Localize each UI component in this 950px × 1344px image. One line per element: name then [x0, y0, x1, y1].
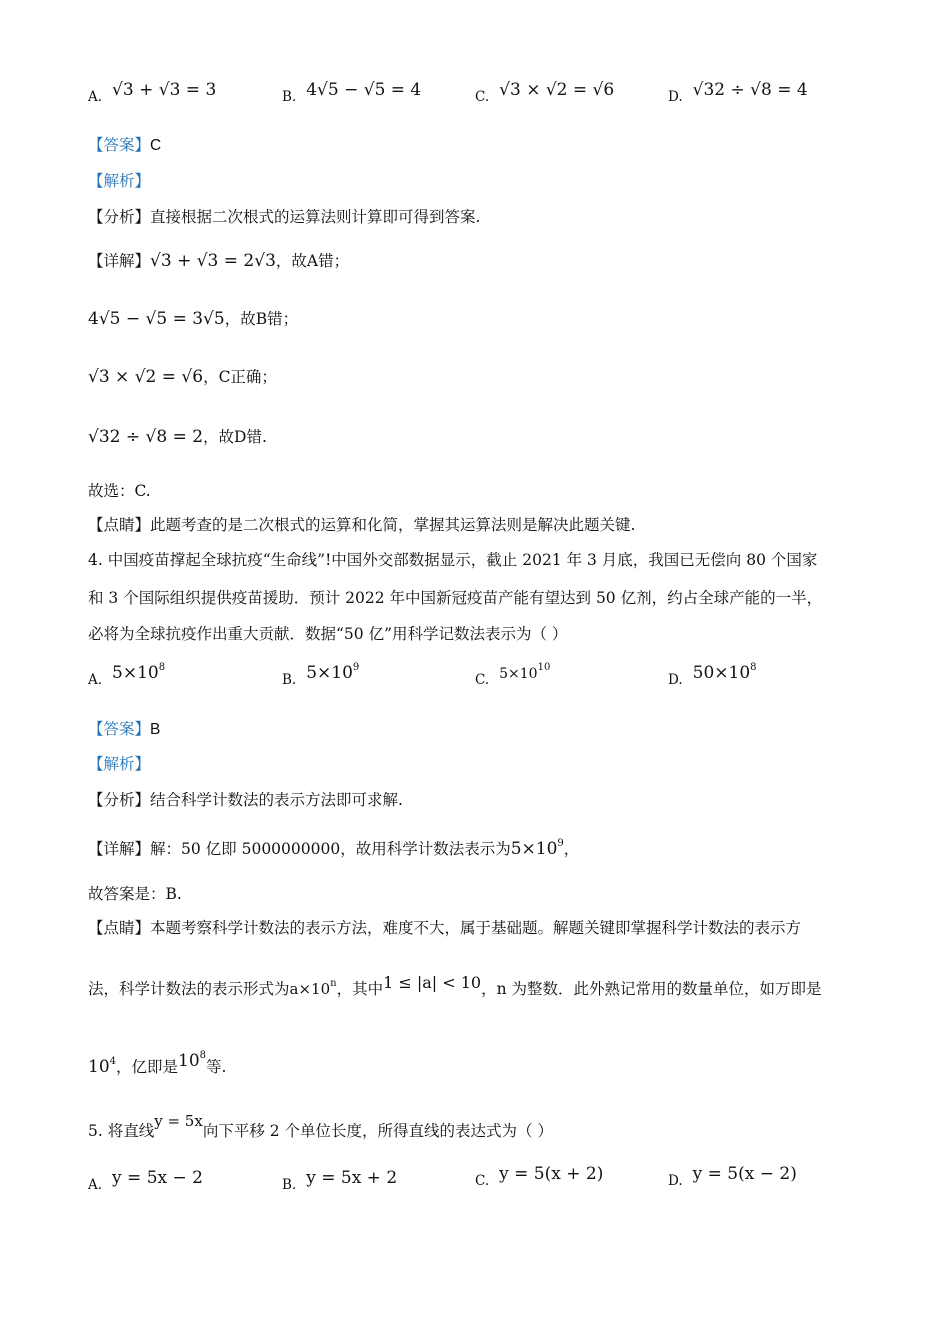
fenxi-text: 直接根据二次根式的运算法则计算即可得到答案. — [150, 208, 481, 226]
option-label: B. — [282, 1177, 297, 1193]
comment-text: 此题考查的是二次根式的运算和化简，掌握其运算法则是解决此题关键. — [150, 516, 636, 534]
q4-stem-line-3: 必将为全球抗疫作出重大贡献．数据“50 亿”用科学记数法表示为（ ） — [88, 625, 568, 643]
option-label: C. — [475, 89, 490, 105]
detail-text: ，故B错； — [224, 310, 299, 328]
q3-fenxi — [88, 206, 480, 228]
q3-option-b — [282, 80, 421, 105]
q5-option-a — [88, 1168, 203, 1193]
detail-expr: √32 ÷ √8 = 2 — [88, 427, 204, 447]
q4-comment-line-1 — [88, 917, 801, 939]
answer-value: C — [150, 137, 162, 154]
detail-end: ， — [563, 840, 580, 858]
comment-range: 1 ≤ |a| < 10 — [383, 973, 482, 992]
option-label: A. — [88, 1177, 103, 1193]
q4-comment-line-2 — [88, 972, 822, 1000]
q3-analysis-tag — [88, 170, 150, 192]
option-label: D. — [668, 89, 683, 105]
detail-expr: √3 × √2 = √6 — [88, 367, 204, 387]
q3-detail-3 — [88, 366, 277, 388]
analysis-tag: 【解析】 — [88, 755, 151, 773]
q4-answer — [88, 718, 160, 741]
analysis-tag: 【解析】 — [88, 172, 151, 190]
q4-option-c — [475, 662, 550, 688]
stem-expr: y = 5x — [154, 1112, 203, 1130]
option-label: B. — [282, 672, 297, 688]
option-label: A. — [88, 672, 103, 688]
option-exp: 8 — [750, 662, 757, 673]
comment-tag: 【点睛】 — [88, 516, 151, 534]
comment-expr: 10 — [88, 1057, 110, 1077]
q3-detail-1 — [88, 250, 349, 272]
q4-comment-line-3 — [88, 1045, 226, 1078]
q4-stem-line-2: 和 3 个国际组织提供疫苗援助．预计 2022 年中国新冠疫苗产能有望达到 50 亿剂，约占全球产能的一半， — [88, 589, 823, 607]
q3-option-a — [88, 80, 216, 105]
option-expr: √32 ÷ √8 = 4 — [692, 80, 808, 100]
comment-expr: a×10 — [289, 980, 331, 998]
option-base: 50×10 — [692, 663, 751, 683]
comment-tag: 【点睛】 — [88, 919, 151, 937]
option-label: A. — [88, 89, 103, 105]
q3-answer — [88, 134, 161, 157]
q4-option-a — [88, 662, 165, 688]
q4-stem-line-1: 4. 中国疫苗撑起全球抗疫“生命线”!中国外交部数据显示，截止 2021 年 3 月底，我国已无偿向 80 个国家 — [88, 551, 818, 569]
detail-tag: 【详解】 — [88, 840, 151, 858]
comment-text: ，n 为整数．此外熟记常用的数量单位，如万即是 — [481, 980, 822, 998]
option-expr: √3 × √2 = √6 — [499, 80, 615, 100]
fenxi-tag: 【分析】 — [88, 208, 151, 226]
q4-choose: 故答案是：B. — [88, 885, 182, 903]
q4-option-d — [668, 662, 757, 688]
option-exp: 10 — [537, 662, 551, 673]
detail-text: ，C正确； — [203, 368, 277, 386]
q5-option-b — [282, 1168, 397, 1193]
comment-text: ，其中 — [336, 980, 384, 998]
q5-option-d — [668, 1164, 797, 1189]
option-expr: y = 5(x + 2) — [499, 1164, 604, 1184]
option-expr: √3 + √3 = 3 — [112, 80, 217, 100]
q3-choose: 故选：C. — [88, 482, 151, 500]
q5-stem — [88, 1110, 553, 1142]
answer-value: B — [150, 721, 161, 738]
option-base: 5×10 — [306, 663, 353, 683]
option-label: D. — [668, 672, 683, 688]
answer-tag: 【答案】 — [88, 136, 151, 154]
option-exp: 8 — [158, 662, 166, 673]
comment-text: 本题考察科学计数法的表示方法，难度不大，属于基础题。解题关键即掌握科学计数法的表示方 — [150, 919, 802, 937]
q4-detail — [88, 833, 579, 860]
detail-tag: 【详解】 — [88, 252, 151, 270]
comment-text: 法，科学计数法的表示形式为 — [88, 980, 290, 998]
comment-expr-exp: 8 — [199, 1050, 207, 1061]
q3-detail-2 — [88, 308, 298, 330]
option-exp: 9 — [352, 662, 360, 673]
q5-option-c — [475, 1164, 603, 1189]
stem-text: 向下平移 2 个单位长度，所得直线的表达式为（ ） — [202, 1122, 553, 1140]
q4-fenxi — [88, 789, 403, 811]
answer-tag: 【答案】 — [88, 720, 151, 738]
option-base: 5×10 — [112, 663, 159, 683]
option-label: C. — [475, 1173, 490, 1189]
fenxi-text: 结合科学计数法的表示方法即可求解. — [150, 791, 403, 809]
comment-expr-exp: 4 — [109, 1056, 117, 1067]
comment-expr-exp: n — [330, 978, 337, 989]
stem-text: 5. 将直线 — [88, 1122, 155, 1140]
option-expr: y = 5x − 2 — [112, 1168, 203, 1188]
q3-comment — [88, 514, 635, 536]
q3-option-c — [475, 80, 614, 105]
option-base: 5×10 — [499, 666, 538, 682]
comment-expr: 10 — [178, 1051, 200, 1071]
q4-analysis-tag — [88, 753, 150, 775]
option-expr: y = 5(x − 2) — [692, 1164, 797, 1184]
detail-expr-exp: 9 — [557, 838, 564, 849]
comment-text: ，亿即是 — [116, 1058, 179, 1076]
option-label: B. — [282, 89, 297, 105]
detail-expr: 4√5 − √5 = 3√5 — [88, 309, 225, 329]
detail-text: 解：50 亿即 5000000000，故用科学计数法表示为 — [150, 840, 511, 858]
detail-text: ，故A错； — [275, 252, 350, 270]
option-label: D. — [668, 1173, 683, 1189]
option-expr: 4√5 − √5 = 4 — [306, 80, 422, 100]
option-expr: y = 5x + 2 — [306, 1168, 398, 1188]
q4-option-b — [282, 662, 359, 688]
detail-expr: √3 + √3 = 2√3 — [150, 251, 276, 271]
fenxi-tag: 【分析】 — [88, 791, 151, 809]
comment-text: 等. — [206, 1058, 227, 1076]
detail-text: ，故D错. — [203, 428, 267, 446]
detail-expr-base: 5×10 — [510, 839, 558, 859]
option-label: C. — [475, 672, 490, 688]
q3-option-d — [668, 80, 808, 105]
q3-detail-4 — [88, 426, 267, 448]
